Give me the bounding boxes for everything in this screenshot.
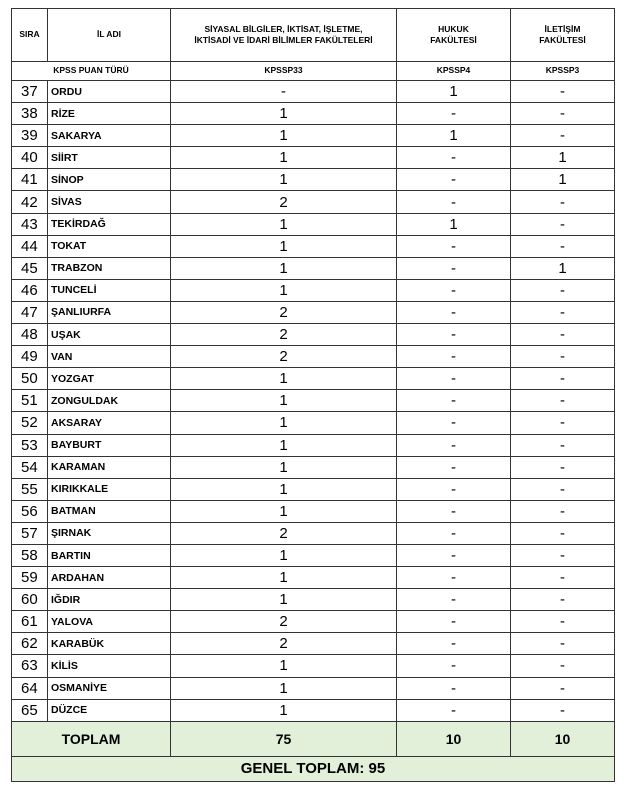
- row-iletisim: -: [511, 279, 615, 301]
- row-il-adi: IĞDIR: [48, 589, 171, 611]
- header-siyasal-line2: İKTİSADİ VE İDARİ BİLİMLER FAKÜLTELERİ: [194, 35, 373, 45]
- row-iletisim: -: [511, 544, 615, 566]
- row-sira: 57: [12, 522, 48, 544]
- row-sira: 39: [12, 125, 48, 147]
- row-il-adi: SAKARYA: [48, 125, 171, 147]
- row-iletisim: -: [511, 677, 615, 699]
- total-label: TOPLAM: [12, 721, 171, 756]
- row-siyasal: 2: [171, 346, 397, 368]
- header-siyasal: [171, 9, 397, 62]
- row-hukuk: -: [397, 390, 511, 412]
- row-il-adi: ARDAHAN: [48, 567, 171, 589]
- row-sira: 40: [12, 147, 48, 169]
- row-siyasal: 1: [171, 655, 397, 677]
- row-siyasal: 2: [171, 324, 397, 346]
- row-sira: 50: [12, 368, 48, 390]
- row-il-adi: KARAMAN: [48, 456, 171, 478]
- table-row: [12, 478, 615, 500]
- row-hukuk: -: [397, 478, 511, 500]
- row-siyasal: 1: [171, 699, 397, 721]
- row-sira: 63: [12, 655, 48, 677]
- row-hukuk: 1: [397, 125, 511, 147]
- table-row: [12, 324, 615, 346]
- row-hukuk: -: [397, 324, 511, 346]
- row-hukuk: -: [397, 699, 511, 721]
- table-row: [12, 103, 615, 125]
- table-row: [12, 589, 615, 611]
- row-il-adi: ŞIRNAK: [48, 522, 171, 544]
- table-row: [12, 346, 615, 368]
- row-siyasal: 1: [171, 544, 397, 566]
- row-siyasal: 1: [171, 390, 397, 412]
- row-iletisim: -: [511, 103, 615, 125]
- row-iletisim: -: [511, 390, 615, 412]
- row-siyasal: 1: [171, 500, 397, 522]
- puan-turu-row: [12, 62, 615, 81]
- row-il-adi: SİİRT: [48, 147, 171, 169]
- row-il-adi: UŞAK: [48, 324, 171, 346]
- row-sira: 37: [12, 81, 48, 103]
- row-sira: 54: [12, 456, 48, 478]
- total-row: [12, 721, 615, 756]
- row-iletisim: -: [511, 456, 615, 478]
- row-sira: 46: [12, 279, 48, 301]
- table-row: [12, 544, 615, 566]
- row-il-adi: BARTIN: [48, 544, 171, 566]
- row-hukuk: -: [397, 655, 511, 677]
- row-il-adi: TEKİRDAĞ: [48, 213, 171, 235]
- row-sira: 64: [12, 677, 48, 699]
- row-il-adi: ŞANLIURFA: [48, 301, 171, 323]
- row-il-adi: AKSARAY: [48, 412, 171, 434]
- row-il-adi: TOKAT: [48, 235, 171, 257]
- row-sira: 51: [12, 390, 48, 412]
- row-sira: 44: [12, 235, 48, 257]
- row-siyasal: 2: [171, 301, 397, 323]
- row-siyasal: 1: [171, 235, 397, 257]
- row-iletisim: -: [511, 611, 615, 633]
- row-sira: 55: [12, 478, 48, 500]
- row-iletisim: -: [511, 191, 615, 213]
- row-hukuk: -: [397, 301, 511, 323]
- row-il-adi: YOZGAT: [48, 368, 171, 390]
- row-iletisim: -: [511, 125, 615, 147]
- header-iletisim-line1: İLETİŞİM: [544, 23, 581, 34]
- table-row: [12, 147, 615, 169]
- row-hukuk: -: [397, 169, 511, 191]
- row-il-adi: YALOVA: [48, 611, 171, 633]
- table-body: [12, 81, 615, 722]
- row-iletisim: -: [511, 633, 615, 655]
- total-hukuk: 10: [397, 721, 511, 756]
- row-il-adi: DÜZCE: [48, 699, 171, 721]
- row-hukuk: -: [397, 235, 511, 257]
- row-il-adi: ZONGULDAK: [48, 390, 171, 412]
- header-iletisim-line2: FAKÜLTESİ: [539, 35, 586, 45]
- row-hukuk: -: [397, 346, 511, 368]
- row-iletisim: 1: [511, 257, 615, 279]
- row-il-adi: KİLİS: [48, 655, 171, 677]
- table-row: [12, 456, 615, 478]
- row-sira: 56: [12, 500, 48, 522]
- row-hukuk: -: [397, 544, 511, 566]
- row-siyasal: 1: [171, 456, 397, 478]
- row-sira: 60: [12, 589, 48, 611]
- row-sira: 59: [12, 567, 48, 589]
- row-iletisim: -: [511, 368, 615, 390]
- table-row: [12, 677, 615, 699]
- table-row: [12, 125, 615, 147]
- row-sira: 38: [12, 103, 48, 125]
- row-siyasal: 1: [171, 125, 397, 147]
- row-sira: 53: [12, 434, 48, 456]
- row-hukuk: -: [397, 257, 511, 279]
- row-iletisim: -: [511, 324, 615, 346]
- puan-turu-label: KPSS PUAN TÜRÜ: [12, 62, 171, 81]
- table-row: [12, 699, 615, 721]
- table-row: [12, 522, 615, 544]
- grand-total-row: [12, 756, 615, 781]
- row-siyasal: 1: [171, 213, 397, 235]
- row-iletisim: 1: [511, 147, 615, 169]
- row-il-adi: SİNOP: [48, 169, 171, 191]
- row-siyasal: 1: [171, 103, 397, 125]
- row-il-adi: TUNCELİ: [48, 279, 171, 301]
- header-il-adi: İL ADI: [48, 9, 171, 62]
- row-siyasal: 1: [171, 147, 397, 169]
- row-siyasal: 2: [171, 522, 397, 544]
- row-hukuk: -: [397, 677, 511, 699]
- table-row: [12, 390, 615, 412]
- row-hukuk: -: [397, 434, 511, 456]
- row-il-adi: RİZE: [48, 103, 171, 125]
- total-iletisim: 10: [511, 721, 615, 756]
- table-row: [12, 235, 615, 257]
- row-il-adi: TRABZON: [48, 257, 171, 279]
- row-sira: 43: [12, 213, 48, 235]
- row-hukuk: -: [397, 567, 511, 589]
- row-sira: 41: [12, 169, 48, 191]
- row-siyasal: -: [171, 81, 397, 103]
- table-row: [12, 191, 615, 213]
- row-hukuk: -: [397, 611, 511, 633]
- row-sira: 62: [12, 633, 48, 655]
- header-siyasal-line1: SİYASAL BİLGİLER, İKTİSAT, İŞLETME,: [204, 23, 363, 34]
- row-iletisim: -: [511, 301, 615, 323]
- row-sira: 47: [12, 301, 48, 323]
- row-siyasal: 2: [171, 611, 397, 633]
- row-siyasal: 1: [171, 169, 397, 191]
- row-sira: 45: [12, 257, 48, 279]
- row-il-adi: KARABÜK: [48, 633, 171, 655]
- row-siyasal: 1: [171, 412, 397, 434]
- row-siyasal: 1: [171, 589, 397, 611]
- row-sira: 48: [12, 324, 48, 346]
- row-siyasal: 1: [171, 567, 397, 589]
- kpss-distribution-table: [11, 8, 615, 782]
- row-iletisim: -: [511, 655, 615, 677]
- row-siyasal: 2: [171, 633, 397, 655]
- row-siyasal: 1: [171, 677, 397, 699]
- row-iletisim: -: [511, 434, 615, 456]
- row-hukuk: -: [397, 103, 511, 125]
- row-siyasal: 1: [171, 279, 397, 301]
- row-il-adi: KIRIKKALE: [48, 478, 171, 500]
- row-hukuk: -: [397, 368, 511, 390]
- row-iletisim: -: [511, 81, 615, 103]
- table-row: [12, 611, 615, 633]
- row-iletisim: -: [511, 235, 615, 257]
- row-siyasal: 1: [171, 368, 397, 390]
- table-row: [12, 412, 615, 434]
- row-sira: 61: [12, 611, 48, 633]
- row-hukuk: -: [397, 279, 511, 301]
- row-sira: 42: [12, 191, 48, 213]
- row-hukuk: -: [397, 147, 511, 169]
- header-hukuk-line1: HUKUK: [438, 23, 469, 34]
- table-row: [12, 279, 615, 301]
- grand-total: GENEL TOPLAM: 95: [12, 756, 615, 781]
- header-hukuk-line2: FAKÜLTESİ: [430, 35, 477, 45]
- table-row: [12, 169, 615, 191]
- row-hukuk: -: [397, 522, 511, 544]
- row-siyasal: 1: [171, 434, 397, 456]
- table-row: [12, 567, 615, 589]
- header-sira: SIRA: [12, 9, 48, 62]
- table-row: [12, 213, 615, 235]
- table-row: [12, 257, 615, 279]
- row-siyasal: 1: [171, 478, 397, 500]
- table-row: [12, 655, 615, 677]
- row-siyasal: 2: [171, 191, 397, 213]
- row-iletisim: -: [511, 522, 615, 544]
- row-iletisim: -: [511, 346, 615, 368]
- row-hukuk: -: [397, 456, 511, 478]
- table-row: [12, 633, 615, 655]
- table-row: [12, 81, 615, 103]
- header-hukuk: [397, 9, 511, 62]
- row-hukuk: 1: [397, 81, 511, 103]
- row-il-adi: OSMANİYE: [48, 677, 171, 699]
- table-row: [12, 301, 615, 323]
- table-row: [12, 434, 615, 456]
- total-siyasal: 75: [171, 721, 397, 756]
- row-il-adi: ORDU: [48, 81, 171, 103]
- row-il-adi: SİVAS: [48, 191, 171, 213]
- row-sira: 49: [12, 346, 48, 368]
- kpss-hukuk: KPSSP4: [397, 62, 511, 81]
- row-iletisim: -: [511, 213, 615, 235]
- row-iletisim: -: [511, 567, 615, 589]
- row-hukuk: -: [397, 589, 511, 611]
- kpss-iletisim: KPSSP3: [511, 62, 615, 81]
- row-iletisim: -: [511, 412, 615, 434]
- row-hukuk: -: [397, 500, 511, 522]
- table-row: [12, 368, 615, 390]
- row-iletisim: -: [511, 500, 615, 522]
- row-hukuk: -: [397, 633, 511, 655]
- row-il-adi: BATMAN: [48, 500, 171, 522]
- row-sira: 52: [12, 412, 48, 434]
- row-il-adi: BAYBURT: [48, 434, 171, 456]
- kpss-siyasal: KPSSP33: [171, 62, 397, 81]
- row-hukuk: -: [397, 191, 511, 213]
- row-sira: 65: [12, 699, 48, 721]
- row-hukuk: -: [397, 412, 511, 434]
- row-iletisim: -: [511, 589, 615, 611]
- header-iletisim: [511, 9, 615, 62]
- row-iletisim: -: [511, 478, 615, 500]
- row-hukuk: 1: [397, 213, 511, 235]
- table-row: [12, 500, 615, 522]
- row-il-adi: VAN: [48, 346, 171, 368]
- row-iletisim: 1: [511, 169, 615, 191]
- row-sira: 58: [12, 544, 48, 566]
- row-iletisim: -: [511, 699, 615, 721]
- header-row: [12, 9, 615, 62]
- row-siyasal: 1: [171, 257, 397, 279]
